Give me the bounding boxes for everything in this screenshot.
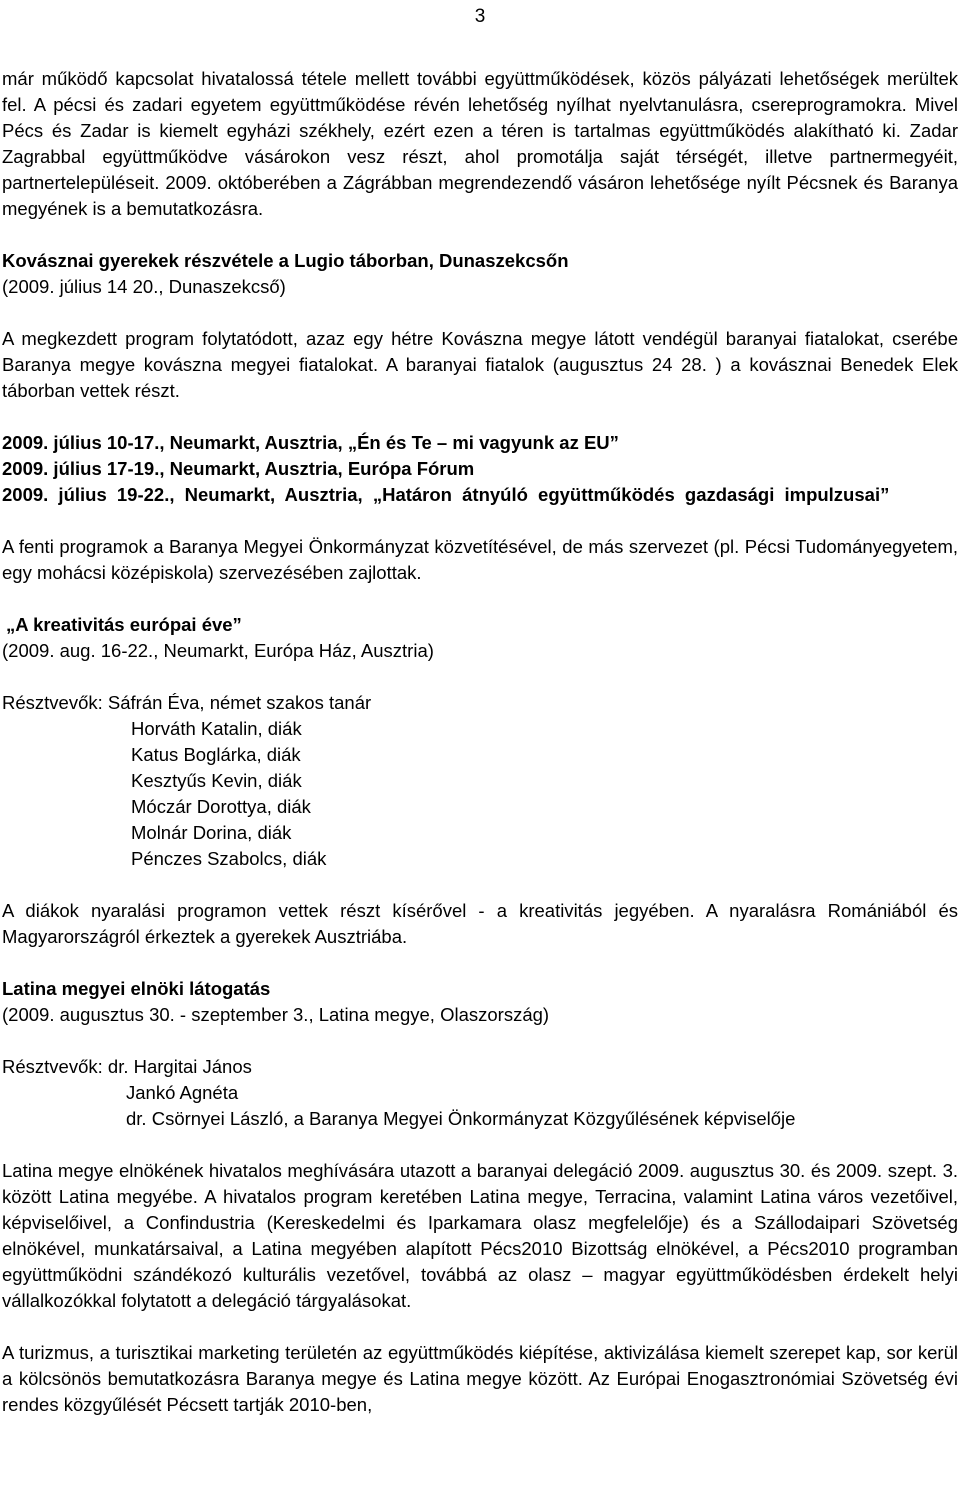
event-title: Európa Fórum	[347, 458, 475, 479]
participants-line	[2, 690, 958, 716]
date-location: , Neumarkt, Európa Ház, Ausztria)	[153, 640, 434, 661]
event-line	[2, 482, 958, 508]
participant: Sáfrán Éva, német szakos tanár	[107, 692, 372, 713]
section-date	[2, 638, 958, 664]
event-title: „Határon átnyúló együttműködés gazdasági impulzusai”	[372, 484, 890, 505]
date-bold: (2009. július 14 20.	[2, 276, 159, 297]
section-body: Latina megye elnökének hivatalos meghívására utazott a baranyai delegáció 2009. augusztus 30. és 2009. szept. 3. között Latina megyébe. A hivatalos program keretében Latina megye, Terracina, valamint Latina város vezetőivel, képviselőivel, a Confindustria (Kereskedelmi és Iparkamara olasz megfelelője) és a Szállodaipari Szövetség elnökével, munkatársaival, a Latina megyében alapított Pécs2010 Bizottság elnökével, a Pécs2010 programban együttműködni szándékozó kulturális vezetővel, továbbá az olasz – magyar együttműködésben érdekelt helyi vállalkozókkal folytatott a delegáció tárgyalásokat.	[2, 1160, 958, 1311]
document-body	[2, 66, 958, 1418]
participant: dr. Csörnyei László, a Baranya Megyei Önkormányzat Közgyűlésének képviselője	[126, 1108, 796, 1129]
event-place: , Neumarkt, Ausztria,	[159, 458, 348, 479]
participant: Móczár Dorottya, diák	[131, 796, 311, 817]
participant: Molnár Dorina, diák	[131, 822, 292, 843]
event-date: 2009. július 17-19.	[2, 458, 160, 479]
event-title: „Én és Te – mi vagyunk az EU”	[347, 432, 619, 453]
participants-label: Résztvevők:	[2, 1056, 108, 1077]
programs-paragraph: A fenti programok a Baranya Megyei Önkormányzat közvetítésével, de más szervezet (pl. Pécsi Tudományegyetem, egy mohácsi középiskola) szervezésében zajlottak.	[2, 536, 958, 583]
neumarkt-events	[2, 430, 958, 508]
participant: Kesztyűs Kevin, diák	[131, 770, 302, 791]
lugio-camp-section	[2, 248, 958, 404]
participant: Horváth Katalin, diák	[131, 718, 302, 739]
section-date: (2009. augusztus 30. - szeptember 3., Latina megye, Olaszország)	[2, 1004, 550, 1025]
latina-visit-section	[2, 976, 958, 1418]
page-number: 3	[474, 6, 486, 27]
participant: Pénczes Szabolcs, diák	[131, 848, 327, 869]
participant: dr. Hargitai János	[107, 1056, 252, 1077]
section-heading: „A kreativitás európai éve”	[6, 614, 242, 635]
event-line	[2, 456, 958, 482]
date-bold: (2009. aug. 16-22.	[2, 640, 154, 661]
participants-label: Résztvevők:	[2, 692, 108, 713]
section-body: A turizmus, a turisztikai marketing területén az együttműködés kiépítése, aktivizálása kiemelt szerepet kap, sor kerül a kölcsönös bemutatkozásra Baranya megye és Latina megye között. Az Európai Enogasztronómiai Szövetség évi rendes közgyűlését Pécsett tartják 2010-ben,	[2, 1342, 958, 1415]
date-location: , Dunaszekcső)	[158, 276, 286, 297]
section-date	[2, 274, 958, 300]
section-body: A diákok nyaralási programon vettek részt kísérővel - a kreativitás jegyében. A nyaralásra Romániából és Magyarországról érkeztek a gyerekek Ausztriába.	[2, 900, 958, 947]
intro-paragraph: már működő kapcsolat hivatalossá tétele mellett további együttműködések, közös pályázati lehetőségek merültek fel. A pécsi és zadari egyetem együttműködése révén lehetőség nyílhat nyelvtanulásra, csereprogramokra. Mivel Pécs és Zadar is kiemelt egyházi székhely, ezért ezen a téren is tartalmas együttműködés alakítható ki. Zadar Zagrabbal együttműködve vásárokon vesz részt, ahol promotálja saját térségét, illetve partnermegyéit, partnertelepüléseit. 2009. októberében a Zágrábban megrendezendő vásáron lehetősége nyílt Pécsnek és Baranya megyének is a bemutatkozásra.	[2, 68, 958, 219]
creativity-year-section	[2, 612, 958, 950]
section-heading: Kovásznai gyerekek részvétele a Lugio táborban, Dunaszekcsőn	[2, 250, 569, 271]
event-line	[2, 430, 958, 456]
event-place: , Neumarkt, Ausztria,	[169, 484, 373, 505]
event-date: 2009. július 19-22.	[2, 484, 170, 505]
event-date: 2009. július 10-17.	[2, 432, 160, 453]
participants-line	[2, 1054, 958, 1080]
section-heading: Latina megyei elnöki látogatás	[2, 978, 271, 999]
participant: Katus Boglárka, diák	[131, 744, 301, 765]
event-place: , Neumarkt, Ausztria,	[159, 432, 348, 453]
section-body: A megkezdett program folytatódott, azaz egy hétre Kovászna megye látott vendégül baranyai fiatalokat, cserébe Baranya megye kovászna megyei fiatalokat. A baranyai fiatalok (augusztus 24 28. ) a kovásznai Benedek Elek táborban vettek részt.	[2, 328, 958, 401]
participant: Jankó Agnéta	[126, 1082, 239, 1103]
